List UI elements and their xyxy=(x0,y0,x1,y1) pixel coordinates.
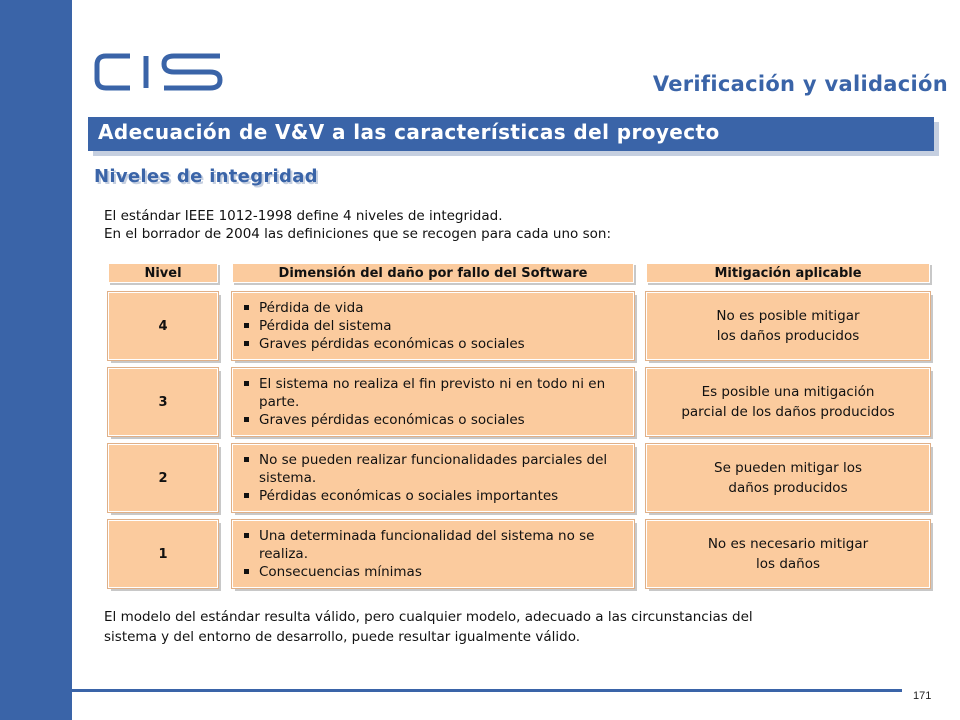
footer-line: sistema y del entorno de desarrollo, puede resultar igualmente válido. xyxy=(104,629,581,645)
level-cell: 1 xyxy=(108,520,218,588)
damage-item: Pérdida de vida xyxy=(243,299,633,317)
mitigation-line: los daños xyxy=(755,556,821,572)
damage-item: Una determinada funcionalidad del sistema no se realiza. xyxy=(243,527,633,563)
damage-item: Graves pérdidas económicas o sociales xyxy=(243,335,633,353)
damage-item: Graves pérdidas económicas o sociales xyxy=(243,411,633,429)
mitigation-line: Es posible una mitigación xyxy=(701,384,875,400)
intro-text xyxy=(104,207,611,243)
slide-subtitle: Niveles de integridad xyxy=(94,166,318,187)
slide-title: Adecuación de V&V a las características del proyecto xyxy=(98,120,720,144)
damage-item: No se pueden realizar funcionalidades parciales del sistema. xyxy=(243,451,633,487)
header-dimension: Dimensión del daño por fallo del Software xyxy=(232,263,634,283)
damage-item: Pérdidas económicas o sociales importantes xyxy=(243,487,633,505)
mitigation-line: parcial de los daños producidos xyxy=(681,404,895,420)
page-number: 171 xyxy=(913,690,932,702)
mitigation-cell xyxy=(646,444,930,512)
header-mitigacion: Mitigación aplicable xyxy=(646,263,930,283)
mitigation-line: Se pueden mitigar los xyxy=(714,460,862,476)
header-nivel: Nivel xyxy=(108,263,218,283)
intro-line: En el borrador de 2004 las definiciones que se recogen para cada uno son: xyxy=(104,226,611,242)
damage-cell xyxy=(232,444,634,512)
mitigation-cell xyxy=(646,520,930,588)
footer-line: El modelo del estándar resulta válido, pero cualquier modelo, adecuado a las circunstancias del xyxy=(104,609,753,625)
damage-cell xyxy=(232,368,634,436)
damage-item: El sistema no realiza el fin previsto ni en todo ni en parte. xyxy=(243,375,633,411)
slide-title-bar xyxy=(88,117,934,151)
section-title: Verificación y validación xyxy=(652,72,948,96)
mitigation-line: No es posible mitigar xyxy=(716,308,860,324)
level-cell: 2 xyxy=(108,444,218,512)
mitigation-line: los daños producidos xyxy=(716,328,860,344)
mitigation-cell xyxy=(646,368,930,436)
level-cell: 4 xyxy=(108,292,218,360)
intro-line: El estándar IEEE 1012-1998 define 4 niveles de integridad. xyxy=(104,208,503,224)
cis-logo xyxy=(94,52,226,92)
damage-item: Consecuencias mínimas xyxy=(243,563,633,581)
bottom-rule xyxy=(72,689,902,692)
level-cell: 3 xyxy=(108,368,218,436)
damage-cell xyxy=(232,520,634,588)
footer-text xyxy=(104,607,894,647)
left-accent-bar xyxy=(0,0,72,720)
mitigation-cell xyxy=(646,292,930,360)
mitigation-line: No es necesario mitigar xyxy=(707,536,869,552)
damage-cell xyxy=(232,292,634,360)
mitigation-line: daños producidos xyxy=(728,480,848,496)
damage-item: Pérdida del sistema xyxy=(243,317,633,335)
